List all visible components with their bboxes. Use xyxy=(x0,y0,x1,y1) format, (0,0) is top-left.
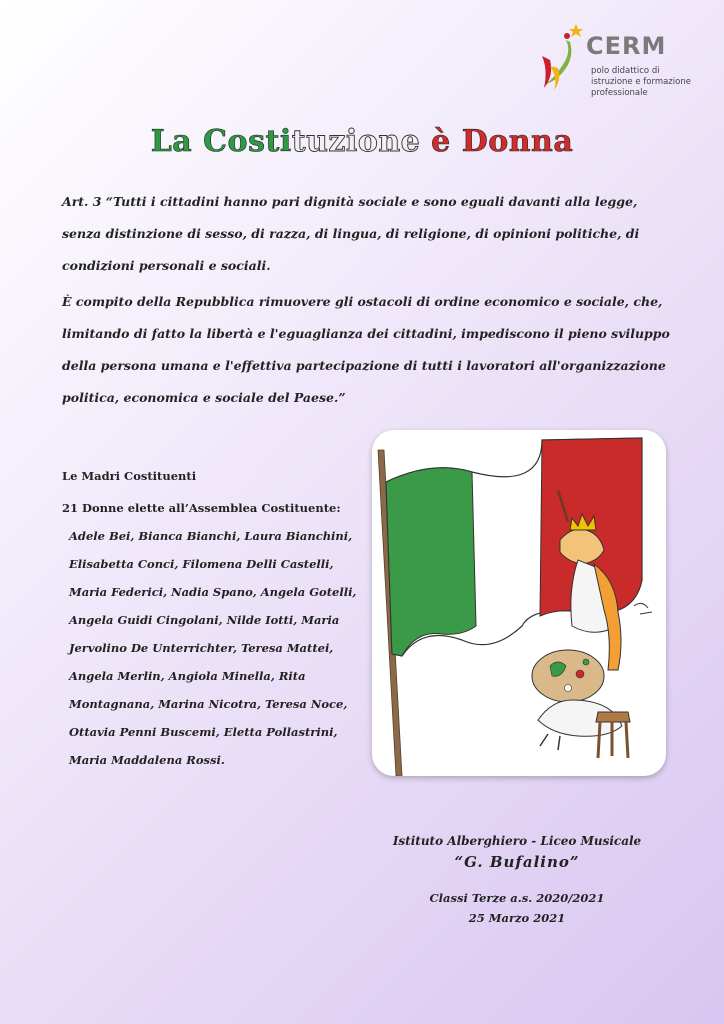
cerm-logo-icon xyxy=(536,22,586,92)
madri-subheading: 21 Donne elette all’Assemblea Costituente: xyxy=(62,501,341,515)
cerm-logo xyxy=(536,22,691,98)
flag-illustration-frame xyxy=(372,430,666,776)
event-date: 25 Marzo 2021 xyxy=(468,911,566,925)
flag-painting-illustration xyxy=(372,430,666,776)
school-dedication: “G. Bufalino” xyxy=(454,853,580,871)
madri-names-list: Adele Bei, Bianca Bianchi, Laura Bianchini, Elisabetta Conci, Filomena Delli Castelli, Maria Federici, Nadia Spano, Angela Gotelli, Angela Guidi Cingolani, Nilde Iotti, Maria Jervolino De Unterrichter, Teresa Mattei, Angela Merlin, Angiola Minella, Rita Montagnana, Marina Nicotra, Teresa Noce, Ottavia Penni Buscemi, Eletta Pollastrini, Maria Maddalena Rossi. xyxy=(69,529,357,767)
title-red-part: è Donna xyxy=(420,124,574,159)
article-paragraph-2: È compito della Repubblica rimuovere gli ostacoli di ordine economico e sociale, che, limitando di fatto la libertà e l'eguaglianza dei cittadini, impediscono il pieno sviluppo della persona umana e l'effettiva partecipazione di tutti i lavoratori all'organizzazione politica, economica e sociale del Paese.” xyxy=(62,294,670,405)
school-name: Istituto Alberghiero - Liceo Musicale xyxy=(392,834,642,848)
page-title xyxy=(0,124,724,159)
classes-year: Classi Terze a.s. 2020/2021 xyxy=(429,891,605,905)
article-3-text xyxy=(62,186,672,418)
logo-subtitle: polo didattico di istruzione e formazione professionale xyxy=(591,66,691,98)
article-paragraph-1: Art. 3 “Tutti i cittadini hanno pari dignità sociale e sono eguali davanti alla legge, senza distinzione di sesso, di razza, di lingua, di religione, di opinioni politiche, di condizioni personali e sociali. xyxy=(62,194,640,273)
logo-name: CERM xyxy=(586,32,667,60)
title-white-part: tuzione xyxy=(291,124,421,159)
madri-heading: Le Madri Costituenti xyxy=(62,469,197,483)
footer xyxy=(372,832,662,928)
madri-costituenti-section xyxy=(62,466,362,774)
title-green-part: La Costi xyxy=(150,124,292,159)
